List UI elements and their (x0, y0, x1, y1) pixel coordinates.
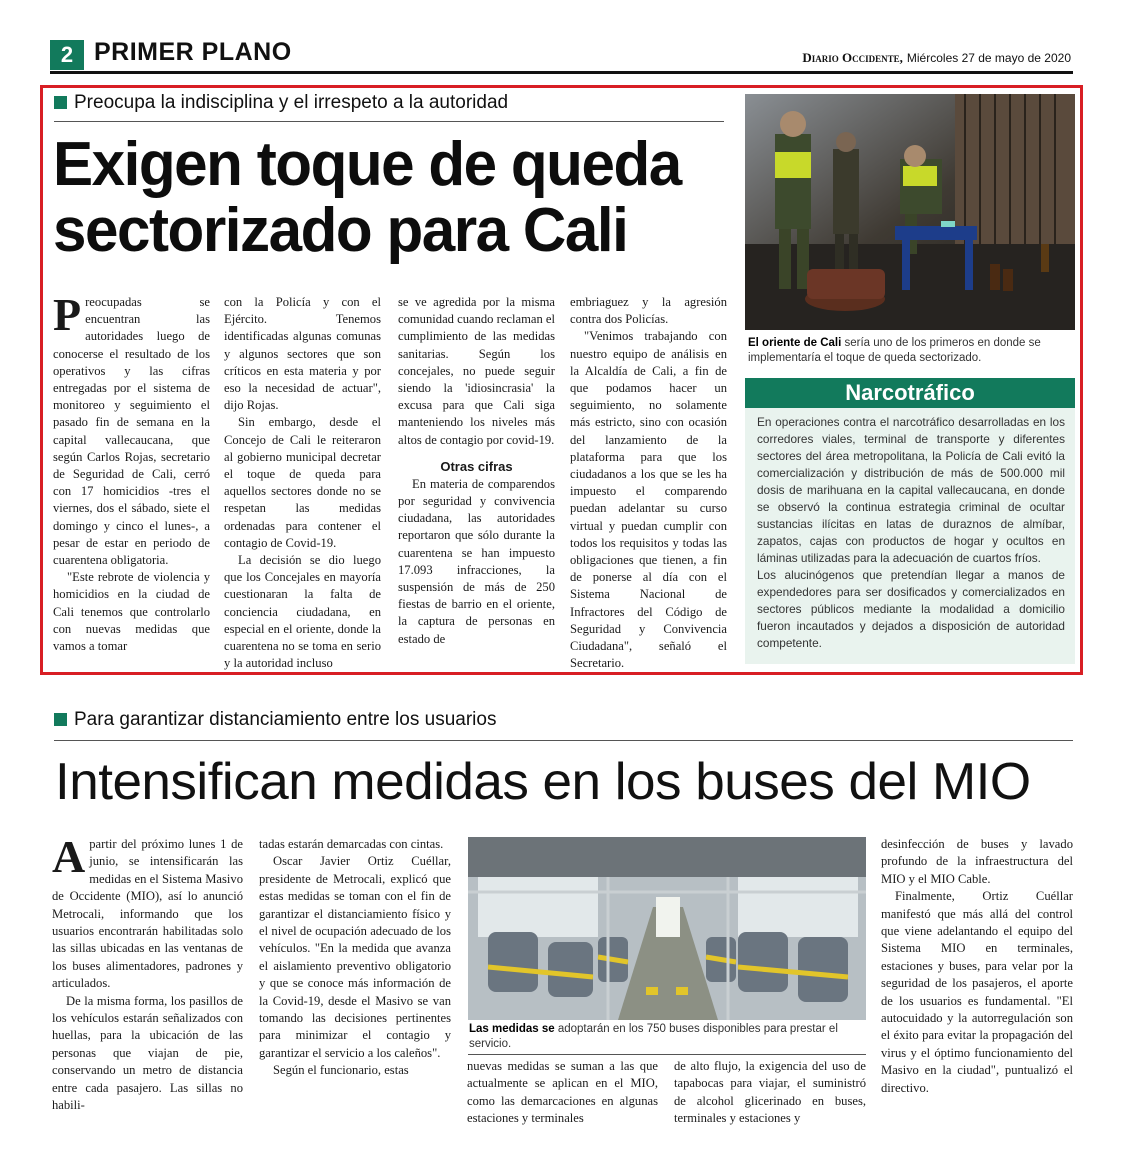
narcotrafico-sidebar (745, 378, 1075, 664)
kicker-square-icon (54, 713, 67, 726)
article1-column-3: se ve agredida por la misma comunidad cuando reclaman el cumplimiento de las medidas sanitarias. Según los concejales, no puede seguir siendo la 'idiosincrasia' la excusa para que Cali siga manteniendo los niveles más altos de contagio por covid-19. Otras cifras En materia de comparendos por seguridad y convivencia ciudadana, las autoridades reportaron que sólo durante la cuarentena se han impuesto 17.093 infracciones, la suspensión de más de 250 fiestas de barrio en el oriente, la captura de personas en estado de (398, 295, 556, 646)
newspaper-name: Diario Occidente, (802, 50, 903, 65)
article1-column-2: con la Policía y con el Ejército. Tenemos identificadas algunas comunas y algunos sectores que son críticos en esta materia y por eso la necesidad de actuar", dijo Rojas. Sin embargo, desde el Concejo de Cali le reiteraron al gobierno municipal decretar el toque de queda para aquellos sectores donde no se respetan las medidas ordenadas para contener el contagio de Covid-19. La decisión se dio luego que los Concejales en mayoría cuestionaran la falta de conciencia ciudadana, en especial en el oriente, donde la cuarentena no se toma en serio y la autoridad incluso (224, 295, 381, 671)
section-title: PRIMER PLANO (94, 38, 292, 66)
dropcap: P (53, 289, 82, 340)
police-operation-photo (745, 94, 1075, 330)
article1-column-4: embriaguez y la agresión contra dos Policías. "Venimos trabajando con nuestro equipo de análisis en la Alcaldía de Cali, a fin de que podamos hacer un seguimiento, no solamente más estricto, sino con ocasión del lanzamiento de la plataforma para que los ciudadanos a los que se les ha impuesto el comparendo puedan adelantar su curso virtual y puedan cumplir con todos los requisitos y todas las obligaciones que tienen, a fin de ponerse al día con el Sistema Nacional de Infractores del Código de Seguridad y Convivencia Ciudadana", señaló el Secretario. (570, 295, 727, 671)
sidebar-title: Narcotráfico (745, 378, 1075, 408)
issue-date: Miércoles 27 de mayo de 2020 (906, 51, 1071, 65)
header-divider (50, 71, 1073, 74)
article2-column-4: de alto flujo, la exigencia del uso de tapabocas para viajar, el suministró de alcohol glicerinado en buses, terminales y estaciones y (674, 1059, 866, 1126)
article1-photo-caption: El oriente de Cali sería uno de los primeros en donde se implementaría el toque de queda sectorizado. (748, 337, 1041, 364)
article2-headline: Intensifican medidas en los buses del MIO (55, 753, 1031, 811)
article2-column-1: Apartir del próximo lunes 1 de junio, se intensificarán las medidas en el Sistema Masivo de Occidente (MIO), así lo anunció Metrocali, informando que los usuarios encontrarán habilitadas solo las sillas ubicadas en las ventanas de los buses alimentadores, padrones y articulados. De la misma forma, los pasillos de los vehículos estarán señalizados con huellas, para la ubicación de las personas que viajan de pie, conservando un metro de distancia entre cada pasajero. Las sillas no habili- (52, 831, 243, 1113)
police-photo-illustration (745, 94, 1075, 330)
kicker-divider-2 (54, 740, 1073, 741)
kicker-divider (54, 121, 724, 122)
caption-divider (468, 1054, 866, 1055)
article2-column-5: desinfección de buses y lavado profundo de la infraestructura del MIO y el MIO Cable. Finalmente, Ortiz Cuéllar manifestó que más allá del control que viene adelantando el equipo del Sistema MIO en terminales, estaciones y buses, para velar por la seguridad de los pasajeros, el aporte de los usuarios es fundamental. "El autocuidado y la autorregulación son el éxito para evitar la propagación del virus y el óptimo funcionamiento del Masivo en la ciudad", puntualizó el directivo. (881, 837, 1073, 1095)
article1-column-1: Preocupadas se encuentran las autoridades luego de conocerse el resultado de los operativos y las cifras entregadas por el sistema de monitoreo y seguimiento el pasado fin de semana en la capital vallecaucana, que según Carlos Rojas, secretario de Seguridad de Cali, cerró con 17 homicidios -tres el viernes, dos el sábado, siete el domingo y cinco el lunes-, a pesar de estar en periodo de cuarentena obligatoria. "Este rebrote de violencia y homicidios en la ciudad de Cali tenemos que controlarlo con nuevas medidas que vamos a tomar (53, 289, 210, 654)
article2-column-3: nuevas medidas se suman a las que actualmente se aplican en el MIO, como las demarcaciones en algunas estaciones y terminales (467, 1059, 658, 1126)
masthead-dateline (802, 50, 1071, 66)
subhead-otras-cifras: Otras cifras (440, 458, 513, 474)
article2-kicker: Para garantizar distanciamiento entre los usuarios (54, 709, 496, 731)
bus-interior-photo (468, 837, 866, 1020)
article1-headline: Exigen toque de queda sectorizado para Cali (53, 130, 681, 265)
bus-photo-illustration (468, 837, 866, 1020)
page-number: 2 (50, 40, 84, 70)
sidebar-body: En operaciones contra el narcotráfico desarrolladas en los corredores viales, terminal de transporte y diferentes sectores del área metropolitana, la Policía de Cali evitó la comercialización y distribución de más de 500.000 mil dosis de marihuana en la capital vallecaucana, en donde se observó la continua estrategia criminal de ocultar sustancias ilícitas en latas de duraznos de almíbar, zapatos, cajas con productos de hogar y ocultos en láminas utilizadas para la adecuación de cuartos fríos. Los alucinógenos que pretendían llegar a manos de expendedores para ser dosificados y comercializados en sectores públicos mediante la modalidad a domicilio fueron incautados y dejados a disposición de autoridad competente. (757, 415, 1065, 650)
article2-photo-caption: Las medidas se adoptarán en los 750 buses disponibles para prestar el servicio. (469, 1023, 838, 1050)
article2-column-2: tadas estarán demarcadas con cintas. Oscar Javier Ortiz Cuéllar, presidente de Metrocali, explicó que estas medidas se toman con el fin de garantizar el distanciamiento físico y el nivel de ocupación adecuado de los vehículos. "En la medida que avanza el aislamiento preventivo obligatorio y que se conoce más información de la Covid-19, desde el Masivo se van tomando las decisiones pertinentes para minimizar el contagio y garantizar el servicio a los caleños". Según el funcionario, estas (259, 837, 451, 1078)
dropcap: A (52, 831, 86, 882)
article1-kicker: Preocupa la indisciplina y el irrespeto a la autoridad (54, 92, 508, 114)
kicker-square-icon (54, 96, 67, 109)
